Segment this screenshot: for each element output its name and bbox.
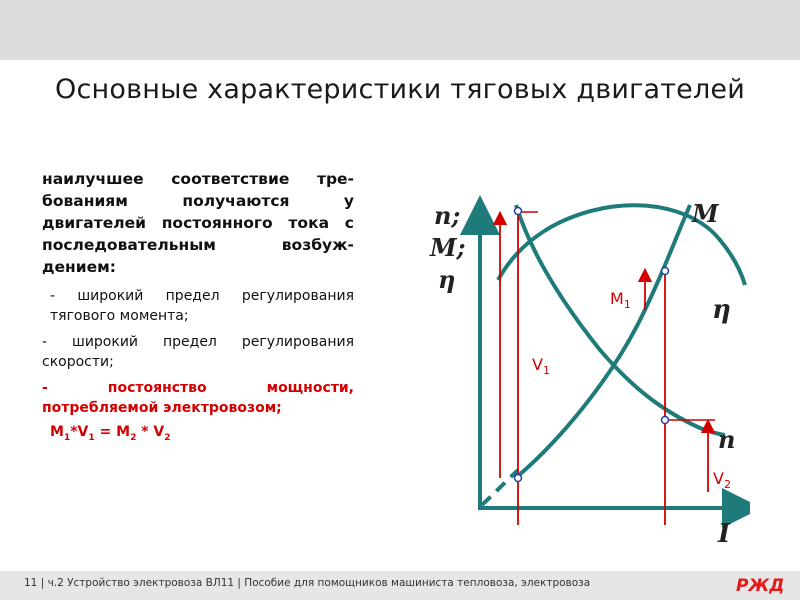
- characteristics-diagram: [410, 185, 750, 555]
- point-n1: [515, 208, 522, 215]
- curve-n: [516, 205, 725, 435]
- bullet-torque: - широкий предел регулирования тягового момента;: [50, 288, 354, 324]
- marker-v2-label: $V_2$: [713, 469, 731, 491]
- power-formula: $M_1*V_1 = M_2 * V_2$: [50, 424, 171, 443]
- bullet-power: - постоянство мощности, потребляемой электровозом;: [42, 380, 354, 416]
- x-label-i: I: [718, 519, 731, 549]
- main-paragraph: наилучшее соответствие тре-бованиям получаются у двигателей постоянного тока с последовательным возбуж-дением:: [42, 170, 354, 276]
- curve-eta-label: η: [712, 295, 731, 325]
- bullet-speed: - широкий предел регулирования скорости;: [42, 334, 354, 370]
- curve-m-label: M: [692, 199, 719, 228]
- curve-n-label: n: [718, 425, 736, 454]
- marker-v1-label: $V_1$: [532, 355, 550, 377]
- point-m2: [515, 475, 522, 482]
- text-column: [42, 168, 354, 443]
- y-label-m: M;: [430, 233, 466, 262]
- rzd-logo-text: РЖД: [736, 576, 784, 596]
- marker-m1-label: $M_1$: [610, 289, 631, 311]
- slide-title: Основные характеристики тяговых двигателей: [55, 74, 745, 105]
- y-label-eta: η: [438, 265, 456, 294]
- point-n2: [662, 417, 669, 424]
- footer-text: 11 | ч.2 Устройство электровоза ВЛ11 | Пособие для помощников машиниста тепловоза, электровоза: [24, 577, 591, 589]
- rzd-logo-icon: [734, 572, 784, 596]
- point-m1: [662, 268, 669, 275]
- y-label-n: n;: [434, 201, 461, 230]
- header-band: [0, 0, 800, 60]
